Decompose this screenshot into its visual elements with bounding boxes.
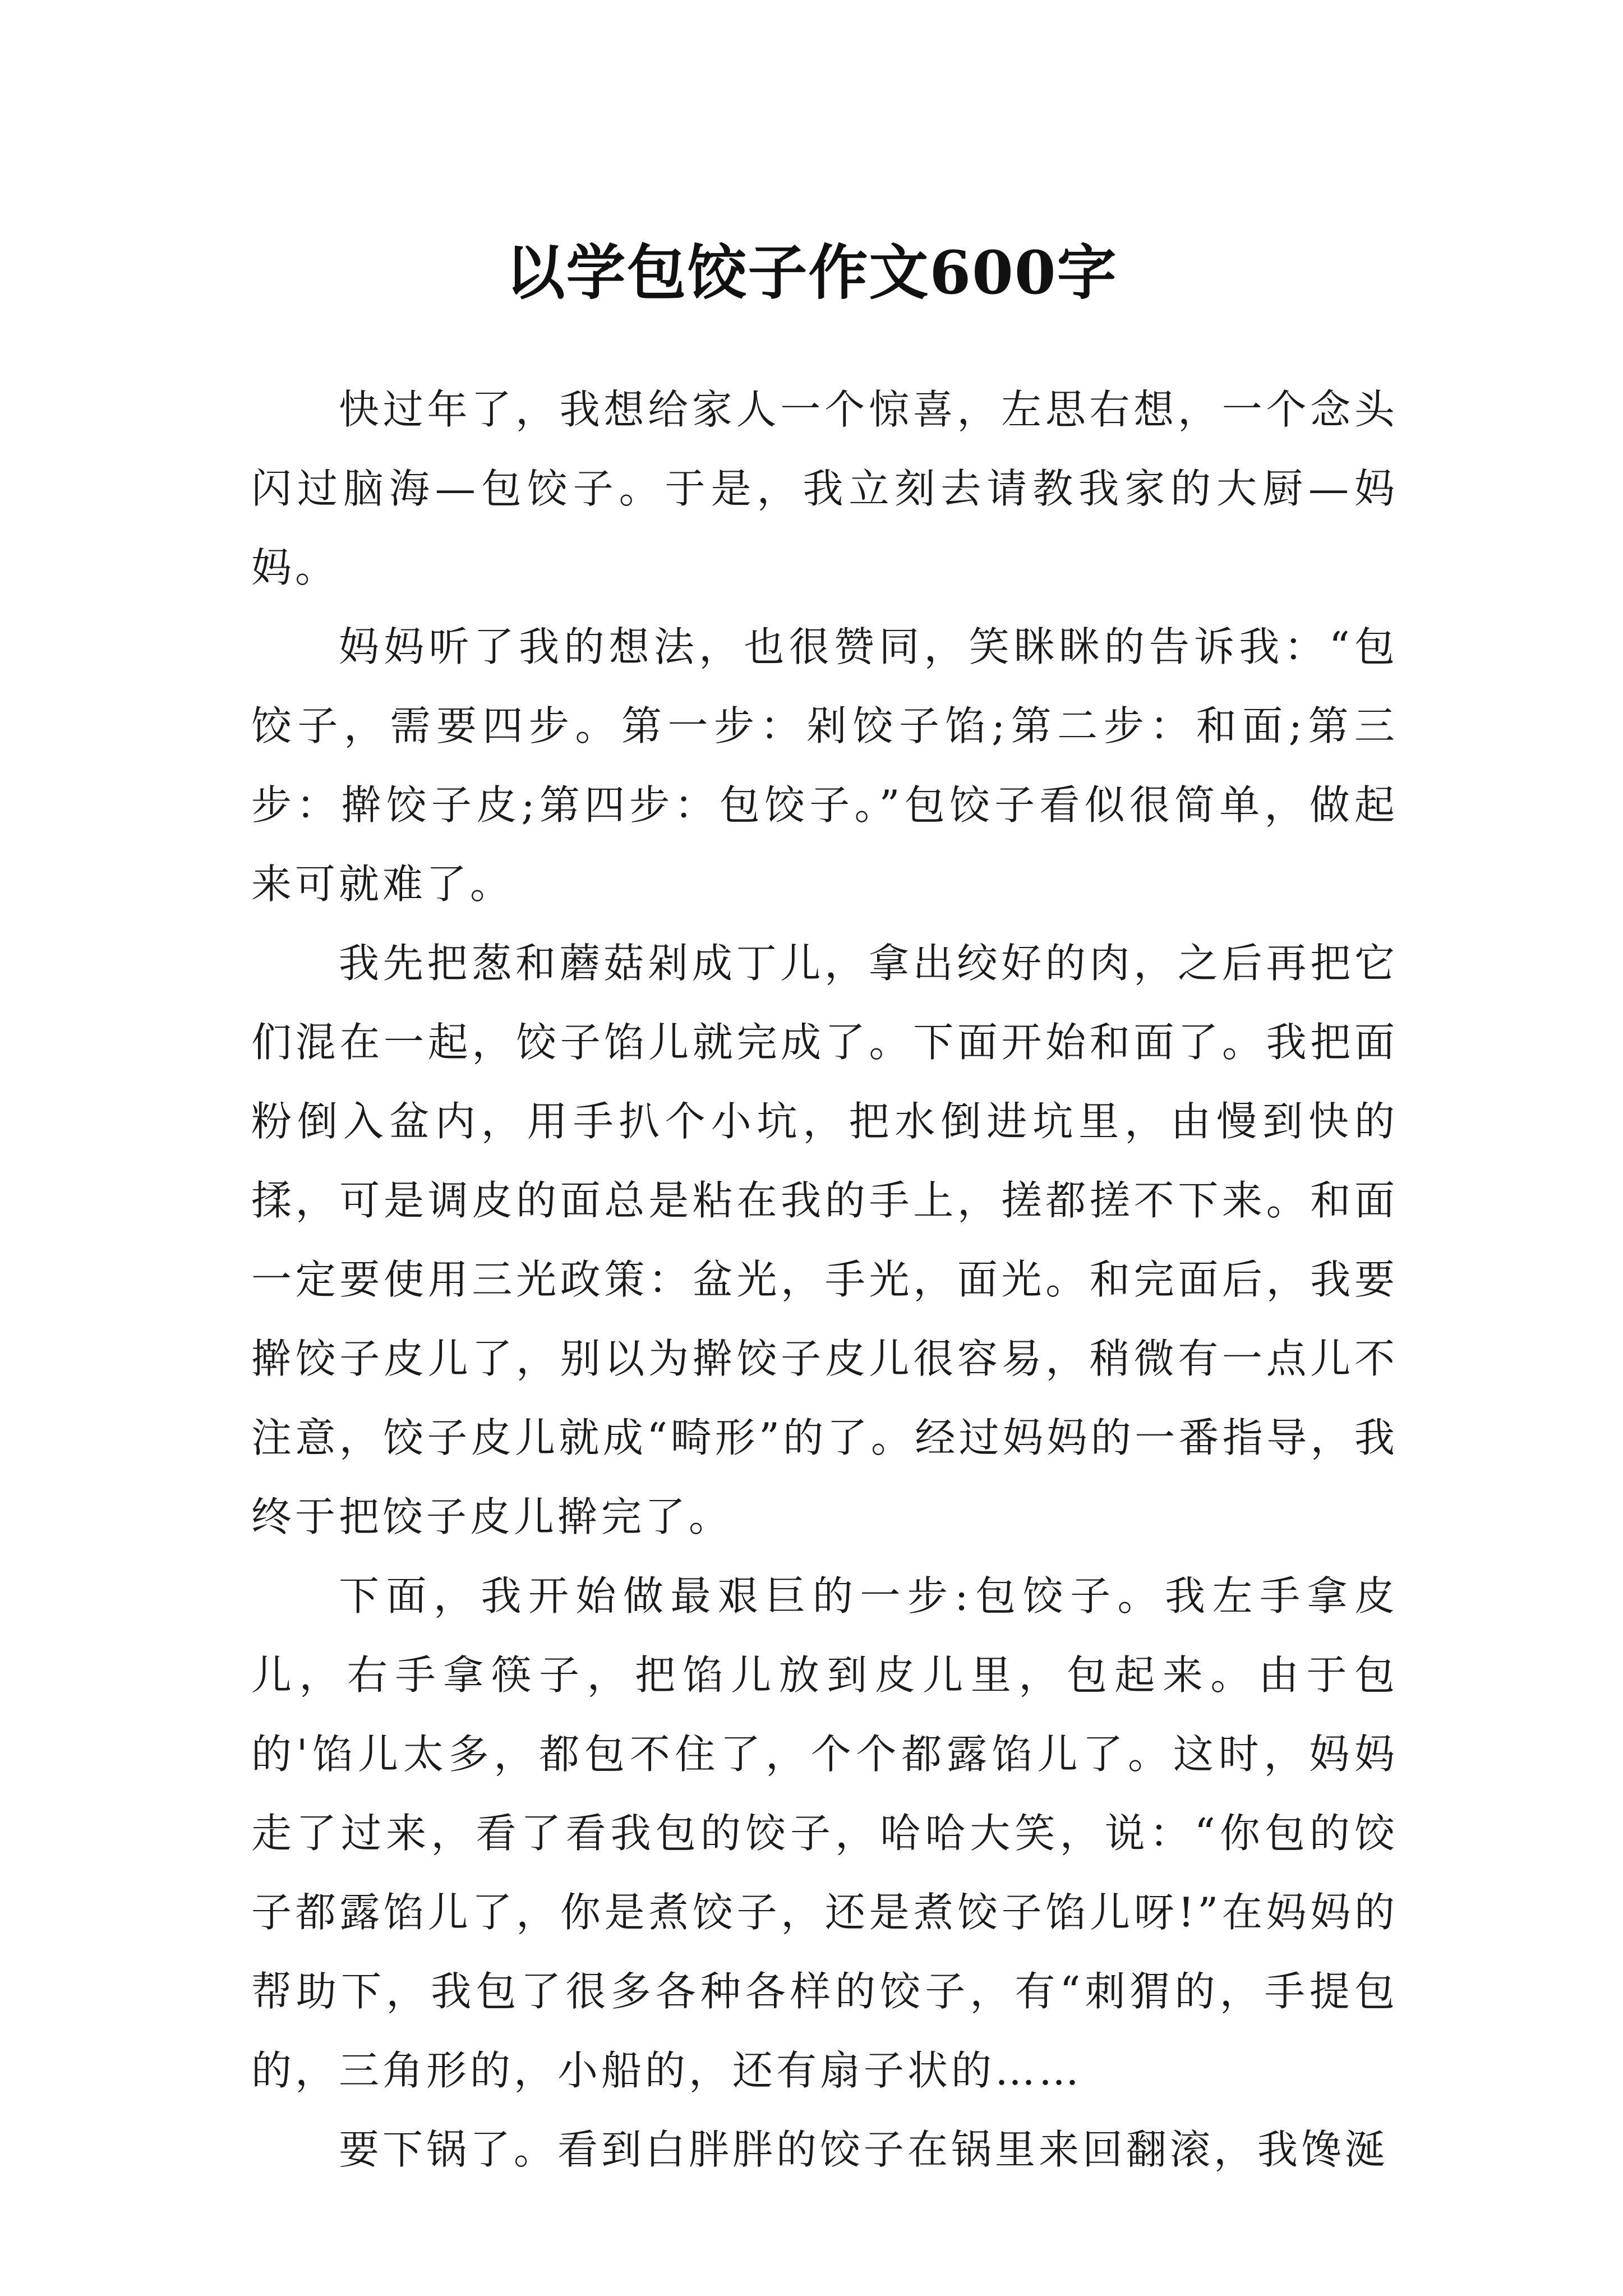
paragraph: 我先把葱和蘑菇剁成丁儿，拿出绞好的肉，之后再把它们混在一起，饺子馅儿就完成了。下面开始和面了。我把面粉倒入盆内，用手扒个小坑，把水倒进坑里，由慢到快的揉，可是调皮的面总是粘在我的手上，搓都搓不下来。和面一定要使用三光政策：盆光，手光，面光。和完面后，我要擀饺子皮儿了，别以为擀饺子皮儿很容易，稍微有一点儿不注意，饺子皮儿就成“畸形”的了。经过妈妈的一番指导，我终于把饺子皮儿擀完了。 bbox=[251, 940, 1398, 1540]
paragraph: 要下锅了。看到白胖胖的饺子在锅里来回翻滚，我馋涎 bbox=[339, 2126, 1389, 2173]
paragraph: 快过年了，我想给家人一个惊喜，左思右想，一个念头闪过脑海—包饺子。于是，我立刻去请教我家的大厨—妈妈。 bbox=[251, 386, 1398, 591]
document-title: 以学包饺子作文600字 bbox=[505, 237, 1118, 308]
paragraph: 下面，我开始做最艰巨的一步:包饺子。我左手拿皮儿，右手拿筷子，把馅儿放到皮儿里，包起来。由于包的'馅儿太多，都包不住了，个个都露馅儿了。这时，妈妈走了过来，看了看我包的饺子，哈哈大笑，说：“你包的饺子都露馅儿了，你是煮饺子，还是煮饺子馅儿呀!”在妈妈的帮助下，我包了很多各种各样的饺子，有“刺猬的，手提包的，三角形的，小船的，还有扇子状的…… bbox=[251, 1572, 1398, 2094]
document-body bbox=[251, 370, 1398, 2189]
paragraph: 妈妈听了我的想法，也很赞同，笑眯眯的告诉我：“包饺子，需要四步。第一步：剁饺子馅;第二步：和面;第三步：擀饺子皮;第四步：包饺子。”包饺子看似很简单，做起来可就难了。 bbox=[251, 623, 1398, 908]
